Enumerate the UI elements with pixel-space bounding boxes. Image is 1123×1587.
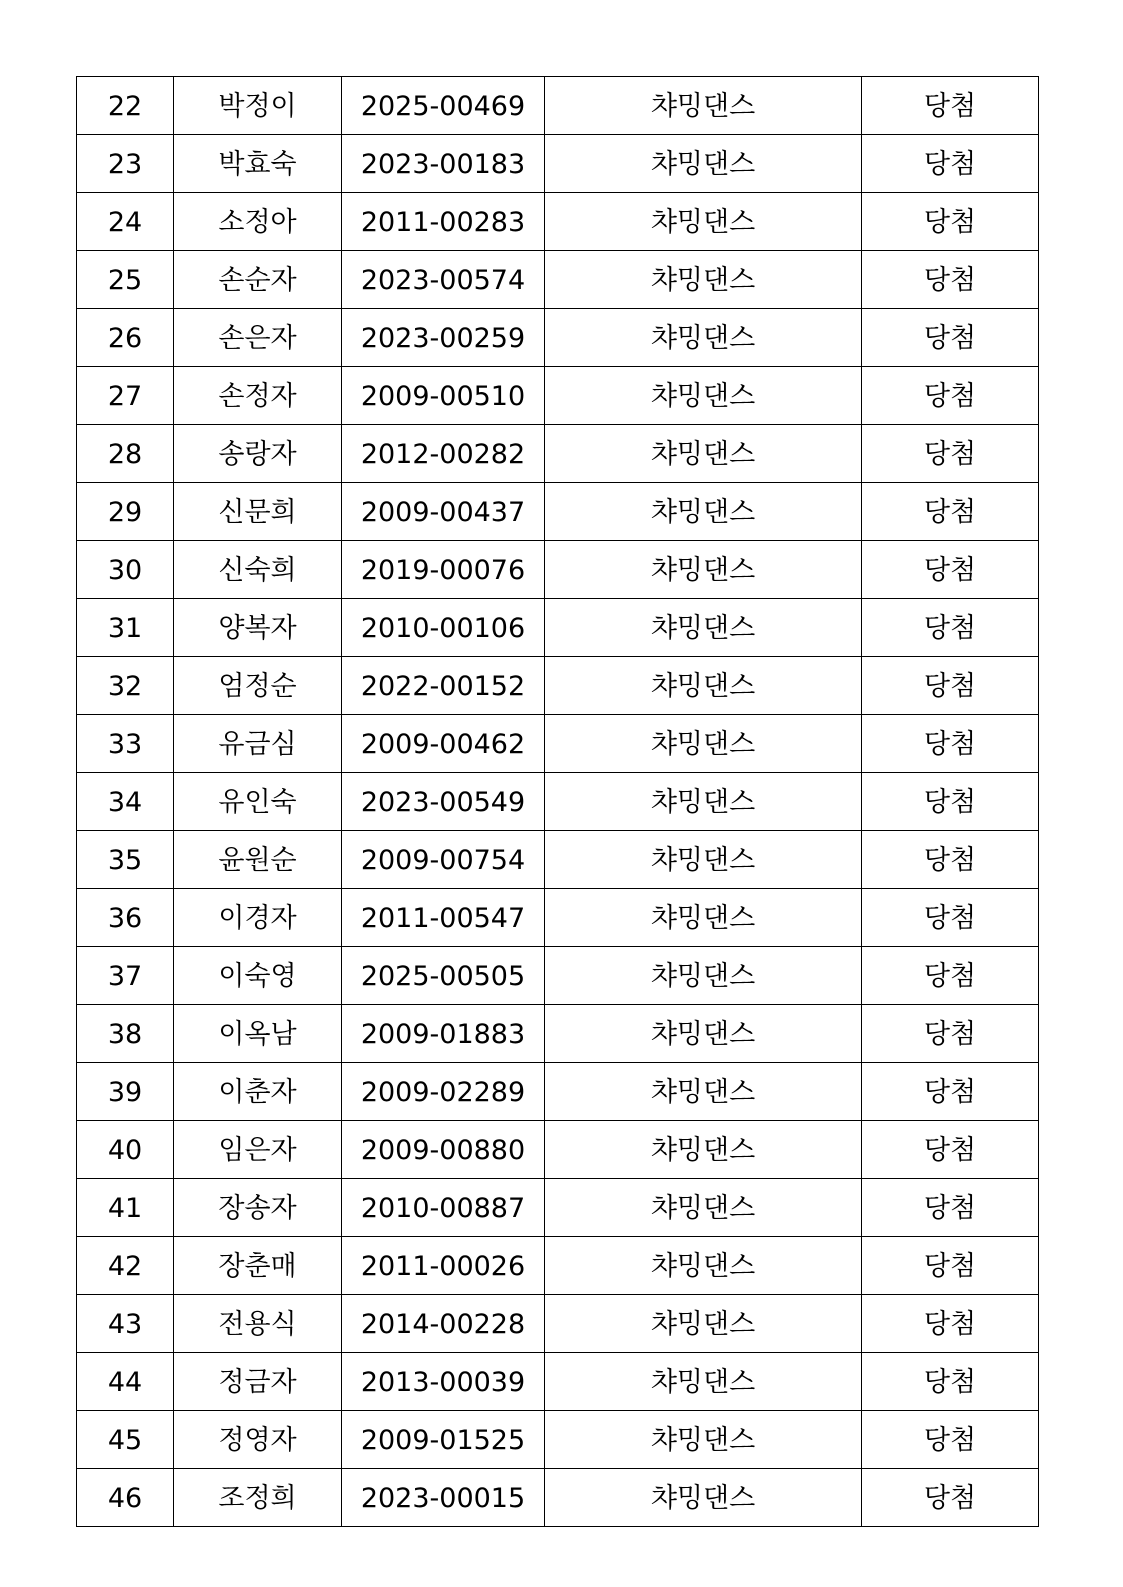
table-row — [77, 541, 1039, 599]
program-cell: 챠밍댄스 — [545, 77, 862, 135]
program-cell: 챠밍댄스 — [545, 831, 862, 889]
result-cell: 당첨 — [862, 1295, 1039, 1353]
row-number-cell: 46 — [77, 1469, 174, 1527]
result-cell: 당첨 — [862, 1179, 1039, 1237]
result-cell: 당첨 — [862, 77, 1039, 135]
name-cell: 윤원순 — [174, 831, 342, 889]
name-cell: 소정아 — [174, 193, 342, 251]
name-cell: 정영자 — [174, 1411, 342, 1469]
table-row — [77, 251, 1039, 309]
member-id-cell: 2023-00015 — [342, 1469, 545, 1527]
name-cell: 손정자 — [174, 367, 342, 425]
results-table-body — [77, 77, 1039, 1527]
name-cell: 장송자 — [174, 1179, 342, 1237]
name-cell: 이옥남 — [174, 1005, 342, 1063]
table-row — [77, 1411, 1039, 1469]
result-cell: 당첨 — [862, 367, 1039, 425]
result-cell: 당첨 — [862, 773, 1039, 831]
program-cell: 챠밍댄스 — [545, 309, 862, 367]
row-number-cell: 34 — [77, 773, 174, 831]
table-row — [77, 1353, 1039, 1411]
table-row — [77, 1063, 1039, 1121]
member-id-cell: 2025-00505 — [342, 947, 545, 1005]
name-cell: 장춘매 — [174, 1237, 342, 1295]
result-cell: 당첨 — [862, 1005, 1039, 1063]
member-id-cell: 2009-00880 — [342, 1121, 545, 1179]
program-cell: 챠밍댄스 — [545, 715, 862, 773]
result-cell: 당첨 — [862, 135, 1039, 193]
member-id-cell: 2025-00469 — [342, 77, 545, 135]
table-row — [77, 1121, 1039, 1179]
row-number-cell: 33 — [77, 715, 174, 773]
row-number-cell: 25 — [77, 251, 174, 309]
table-row — [77, 1005, 1039, 1063]
row-number-cell: 37 — [77, 947, 174, 1005]
result-cell: 당첨 — [862, 309, 1039, 367]
member-id-cell: 2023-00574 — [342, 251, 545, 309]
member-id-cell: 2009-00462 — [342, 715, 545, 773]
table-row — [77, 309, 1039, 367]
table-row — [77, 135, 1039, 193]
table-row — [77, 77, 1039, 135]
result-cell: 당첨 — [862, 715, 1039, 773]
member-id-cell: 2010-00106 — [342, 599, 545, 657]
name-cell: 양복자 — [174, 599, 342, 657]
program-cell: 챠밍댄스 — [545, 193, 862, 251]
member-id-cell: 2009-02289 — [342, 1063, 545, 1121]
member-id-cell: 2011-00026 — [342, 1237, 545, 1295]
result-cell: 당첨 — [862, 1411, 1039, 1469]
program-cell: 챠밍댄스 — [545, 1063, 862, 1121]
result-cell: 당첨 — [862, 541, 1039, 599]
row-number-cell: 24 — [77, 193, 174, 251]
name-cell: 이춘자 — [174, 1063, 342, 1121]
table-row — [77, 657, 1039, 715]
program-cell: 챠밍댄스 — [545, 1005, 862, 1063]
name-cell: 유금심 — [174, 715, 342, 773]
row-number-cell: 42 — [77, 1237, 174, 1295]
member-id-cell: 2009-00510 — [342, 367, 545, 425]
member-id-cell: 2011-00547 — [342, 889, 545, 947]
result-cell: 당첨 — [862, 947, 1039, 1005]
table-row — [77, 367, 1039, 425]
row-number-cell: 36 — [77, 889, 174, 947]
name-cell: 전용식 — [174, 1295, 342, 1353]
row-number-cell: 38 — [77, 1005, 174, 1063]
program-cell: 챠밍댄스 — [545, 1411, 862, 1469]
member-id-cell: 2014-00228 — [342, 1295, 545, 1353]
row-number-cell: 23 — [77, 135, 174, 193]
member-id-cell: 2023-00549 — [342, 773, 545, 831]
member-id-cell: 2010-00887 — [342, 1179, 545, 1237]
name-cell: 조정희 — [174, 1469, 342, 1527]
result-cell: 당첨 — [862, 1469, 1039, 1527]
table-row — [77, 1469, 1039, 1527]
row-number-cell: 22 — [77, 77, 174, 135]
program-cell: 챠밍댄스 — [545, 1179, 862, 1237]
result-cell: 당첨 — [862, 1121, 1039, 1179]
name-cell: 박효숙 — [174, 135, 342, 193]
table-row — [77, 425, 1039, 483]
program-cell: 챠밍댄스 — [545, 947, 862, 1005]
member-id-cell: 2019-00076 — [342, 541, 545, 599]
row-number-cell: 39 — [77, 1063, 174, 1121]
name-cell: 임은자 — [174, 1121, 342, 1179]
row-number-cell: 41 — [77, 1179, 174, 1237]
member-id-cell: 2022-00152 — [342, 657, 545, 715]
table-row — [77, 599, 1039, 657]
program-cell: 챠밍댄스 — [545, 367, 862, 425]
member-id-cell: 2023-00259 — [342, 309, 545, 367]
member-id-cell: 2013-00039 — [342, 1353, 545, 1411]
row-number-cell: 26 — [77, 309, 174, 367]
table-row — [77, 1237, 1039, 1295]
table-row — [77, 1295, 1039, 1353]
program-cell: 챠밍댄스 — [545, 1121, 862, 1179]
program-cell: 챠밍댄스 — [545, 773, 862, 831]
results-table — [76, 76, 1039, 1527]
result-cell: 당첨 — [862, 1237, 1039, 1295]
result-cell: 당첨 — [862, 483, 1039, 541]
table-row — [77, 773, 1039, 831]
name-cell: 이경자 — [174, 889, 342, 947]
name-cell: 신문희 — [174, 483, 342, 541]
member-id-cell: 2009-00437 — [342, 483, 545, 541]
result-cell: 당첨 — [862, 1063, 1039, 1121]
result-cell: 당첨 — [862, 889, 1039, 947]
table-row — [77, 889, 1039, 947]
member-id-cell: 2011-00283 — [342, 193, 545, 251]
program-cell: 챠밍댄스 — [545, 251, 862, 309]
table-row — [77, 947, 1039, 1005]
row-number-cell: 40 — [77, 1121, 174, 1179]
row-number-cell: 27 — [77, 367, 174, 425]
program-cell: 챠밍댄스 — [545, 599, 862, 657]
row-number-cell: 44 — [77, 1353, 174, 1411]
program-cell: 챠밍댄스 — [545, 541, 862, 599]
member-id-cell: 2009-01883 — [342, 1005, 545, 1063]
table-row — [77, 831, 1039, 889]
program-cell: 챠밍댄스 — [545, 1353, 862, 1411]
row-number-cell: 45 — [77, 1411, 174, 1469]
row-number-cell: 35 — [77, 831, 174, 889]
result-cell: 당첨 — [862, 193, 1039, 251]
result-cell: 당첨 — [862, 599, 1039, 657]
program-cell: 챠밍댄스 — [545, 1237, 862, 1295]
program-cell: 챠밍댄스 — [545, 657, 862, 715]
name-cell: 송랑자 — [174, 425, 342, 483]
result-cell: 당첨 — [862, 425, 1039, 483]
result-cell: 당첨 — [862, 657, 1039, 715]
name-cell: 유인숙 — [174, 773, 342, 831]
row-number-cell: 29 — [77, 483, 174, 541]
name-cell: 정금자 — [174, 1353, 342, 1411]
program-cell: 챠밍댄스 — [545, 425, 862, 483]
row-number-cell: 32 — [77, 657, 174, 715]
name-cell: 손순자 — [174, 251, 342, 309]
program-cell: 챠밍댄스 — [545, 1295, 862, 1353]
table-row — [77, 483, 1039, 541]
program-cell: 챠밍댄스 — [545, 1469, 862, 1527]
name-cell: 이숙영 — [174, 947, 342, 1005]
member-id-cell: 2009-01525 — [342, 1411, 545, 1469]
table-row — [77, 715, 1039, 773]
program-cell: 챠밍댄스 — [545, 483, 862, 541]
program-cell: 챠밍댄스 — [545, 135, 862, 193]
table-row — [77, 193, 1039, 251]
result-cell: 당첨 — [862, 831, 1039, 889]
member-id-cell: 2023-00183 — [342, 135, 545, 193]
result-cell: 당첨 — [862, 251, 1039, 309]
row-number-cell: 28 — [77, 425, 174, 483]
program-cell: 챠밍댄스 — [545, 889, 862, 947]
row-number-cell: 43 — [77, 1295, 174, 1353]
name-cell: 박정이 — [174, 77, 342, 135]
member-id-cell: 2009-00754 — [342, 831, 545, 889]
name-cell: 신숙희 — [174, 541, 342, 599]
row-number-cell: 31 — [77, 599, 174, 657]
member-id-cell: 2012-00282 — [342, 425, 545, 483]
table-row — [77, 1179, 1039, 1237]
name-cell: 엄정순 — [174, 657, 342, 715]
name-cell: 손은자 — [174, 309, 342, 367]
row-number-cell: 30 — [77, 541, 174, 599]
result-cell: 당첨 — [862, 1353, 1039, 1411]
